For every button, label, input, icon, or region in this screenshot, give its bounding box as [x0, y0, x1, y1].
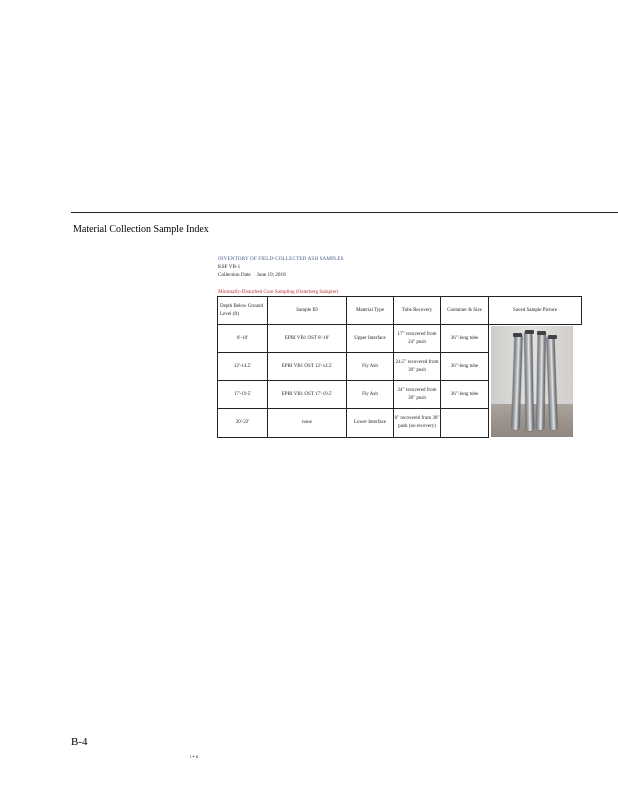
- cell-sample-id: EPRI VB1 OST 12'-14.5': [268, 353, 347, 381]
- cell-container: 36"-long tube: [441, 325, 489, 353]
- collection-date-value: June 19, 2018: [256, 272, 286, 278]
- header-picture: Saved Sample Picture: [489, 297, 582, 325]
- cell-container: 36"-long tube: [441, 381, 489, 409]
- cell-container: [441, 409, 489, 438]
- header-sample-id: Sample ID: [268, 297, 347, 325]
- table-header-row: [218, 297, 582, 325]
- cell-material-type: Fly Ash: [347, 353, 394, 381]
- cell-tube-recovery: 24.5" recovered from 30" push: [394, 353, 441, 381]
- table-row: [218, 325, 582, 353]
- sample-tube: [524, 331, 534, 431]
- cell-depth: 20'-22': [218, 409, 268, 438]
- tube-cap: [548, 335, 557, 339]
- page-number: B-4: [71, 736, 88, 748]
- cell-sample-id: EPRI VB1 OST 17'-19.5': [268, 381, 347, 409]
- header-rule: [71, 212, 618, 213]
- tube-cap: [525, 330, 534, 334]
- cell-material-type: Upper Interface: [347, 325, 394, 353]
- cell-picture: [489, 325, 582, 438]
- cell-depth: 12'-14.5': [218, 353, 268, 381]
- inventory-title: INVENTORY OF FIELD-COLLECTED ASH SAMPLES: [218, 256, 344, 262]
- header-material-type: Material Type: [347, 297, 394, 325]
- cell-depth: 17'-19.5': [218, 381, 268, 409]
- inventory-site: KSF VB-1: [218, 264, 241, 270]
- cell-depth: 8'-10': [218, 325, 268, 353]
- sample-tube: [536, 332, 546, 430]
- tube-cap: [537, 331, 546, 335]
- cell-tube-recovery: 17" recovered from 24" push: [394, 325, 441, 353]
- collection-date-label: Collection Date: [218, 272, 251, 278]
- cell-sample-id: none: [268, 409, 347, 438]
- cell-tube-recovery: 24" recovered from 30" push: [394, 381, 441, 409]
- header-tube-recovery: Tube Recovery: [394, 297, 441, 325]
- sample-table: [217, 296, 582, 438]
- header-depth: Depth Below Ground Level (ft): [218, 297, 268, 325]
- footer-mark: ı ▪ ıı: [190, 755, 199, 760]
- cell-sample-id: EPRI VB1 OST 8'-10': [268, 325, 347, 353]
- sample-photo: [491, 326, 573, 437]
- cell-material-type: Fly Ash: [347, 381, 394, 409]
- sampling-title: Minimally-Disturbed Core Sampling (Osterberg Sampler): [218, 289, 339, 295]
- inventory-collection-date: [218, 272, 286, 278]
- header-container: Container & Size: [441, 297, 489, 325]
- cell-container: 36"-long tube: [441, 353, 489, 381]
- section-title: Material Collection Sample Index: [73, 224, 209, 235]
- cell-tube-recovery: 0" recovered from 30" push (no recovery): [394, 409, 441, 438]
- cell-material-type: Lower Interface: [347, 409, 394, 438]
- tube-cap: [513, 333, 522, 337]
